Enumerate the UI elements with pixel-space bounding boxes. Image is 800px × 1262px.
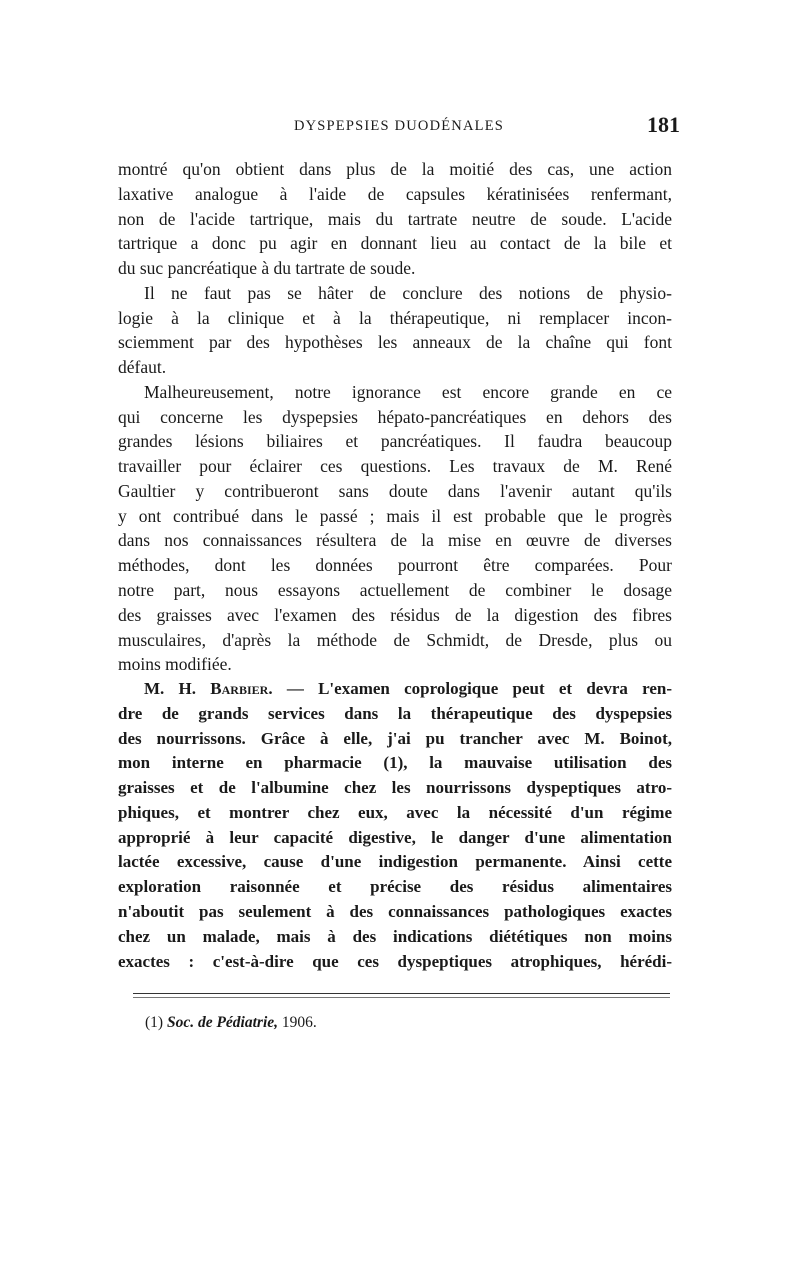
text-line: logie à la clinique et à la thérapeutique, ni remplacer incon- — [118, 307, 672, 328]
footnote-divider-secondary — [133, 997, 670, 998]
text-line: graisses et de l'albumine chez les nourrissons dyspeptiques atro- — [118, 778, 672, 798]
text-line: exactes : c'est-à-dire que ces dyspeptiques atrophiques, hérédi- — [118, 951, 672, 971]
speaker-line — [118, 677, 672, 702]
footnote-source: Soc. de Pédiatrie, — [166, 1014, 279, 1031]
text-line: n'aboutit pas seulement à des connaissances pathologiques exactes — [118, 901, 672, 921]
text-line: travailler pour éclairer ces questions. Les travaux de M. René — [118, 456, 672, 477]
text-line: dans nos connaissances résultera de la mise en œuvre de diverses — [118, 530, 672, 551]
text-line: dre de grands services dans la thérapeutique des dyspepsies — [118, 703, 672, 723]
text-line: Gaultier y contribueront sans doute dans l'avenir autant qu'ils — [118, 480, 672, 501]
text-line: exploration raisonnée et précise des résidus alimentaires — [118, 877, 672, 897]
text-line: méthodes, dont les données pourront être comparées. Pour — [118, 555, 672, 576]
text-line: grandes lésions biliaires et pancréatiques. Il faudra beaucoup — [118, 431, 672, 452]
text-line: approprié à leur capacité digestive, le danger d'une alimentation — [118, 827, 672, 847]
text-line: mon interne en pharmacie (1), la mauvaise utilisation des — [118, 753, 672, 773]
page-header — [118, 112, 680, 142]
text-line: lactée excessive, cause d'une indigestion permanente. Ainsi cette — [118, 852, 672, 872]
running-title: DYSPEPSIES DUODÉNALES — [293, 118, 505, 134]
footnote-marker: (1) — [145, 1014, 164, 1031]
footnote-year: 1906. — [281, 1014, 317, 1031]
text-line: chez un malade, mais à des indications diététiques non moins — [118, 926, 672, 946]
text-line: montré qu'on obtient dans plus de la moitié des cas, une action — [118, 159, 672, 179]
text-line: des nourrissons. Grâce à elle, j'ai pu trancher avec M. Boinot, — [118, 728, 672, 748]
text-line: y ont contribué dans le passé ; mais il est probable que le progrès — [118, 505, 672, 526]
text-line: défaut. — [118, 357, 167, 378]
text-line: des graisses avec l'examen des résidus de la digestion des fibres — [118, 604, 672, 625]
text-line: sciemment par des hypothèses les anneaux de la chaîne qui font — [118, 332, 672, 353]
footnote-divider — [133, 993, 670, 994]
text-line: musculaires, d'après la méthode de Schmidt, de Dresde, plus ou — [118, 629, 672, 650]
text-line: notre part, nous essayons actuellement de combiner le dosage — [118, 580, 672, 601]
speaker-name: Barbier — [210, 679, 269, 699]
text-line: phiques, et montrer chez eux, avec la nécessité d'un régime — [118, 802, 672, 822]
text-line: moins modifiée. — [118, 654, 232, 675]
text-line: laxative analogue à l'aide de capsules kératinisées renfermant, — [118, 183, 672, 204]
page-number: 181 — [647, 112, 680, 137]
body-text — [118, 157, 672, 974]
footnote — [145, 1014, 317, 1032]
text-line: non de l'acide tartrique, mais du tartrate neutre de soude. L'acide — [118, 208, 672, 229]
text-line: qui concerne les dyspepsies hépato-pancréatiques en dehors des — [118, 406, 672, 427]
text-line: tartrique a donc pu agir en donnant lieu au contact de la bile et — [118, 233, 672, 254]
speaker-separator: . — — [268, 679, 304, 699]
speaker-text: L'examen coprologique peut et devra ren- — [318, 679, 673, 699]
text-line: du suc pancréatique à du tartrate de soude. — [118, 258, 416, 279]
text-line: Malheureusement, notre ignorance est encore grande en ce — [144, 381, 672, 402]
speaker-initials: M. H. — [144, 679, 197, 699]
text-line: Il ne faut pas se hâter de conclure des notions de physio- — [144, 282, 672, 303]
